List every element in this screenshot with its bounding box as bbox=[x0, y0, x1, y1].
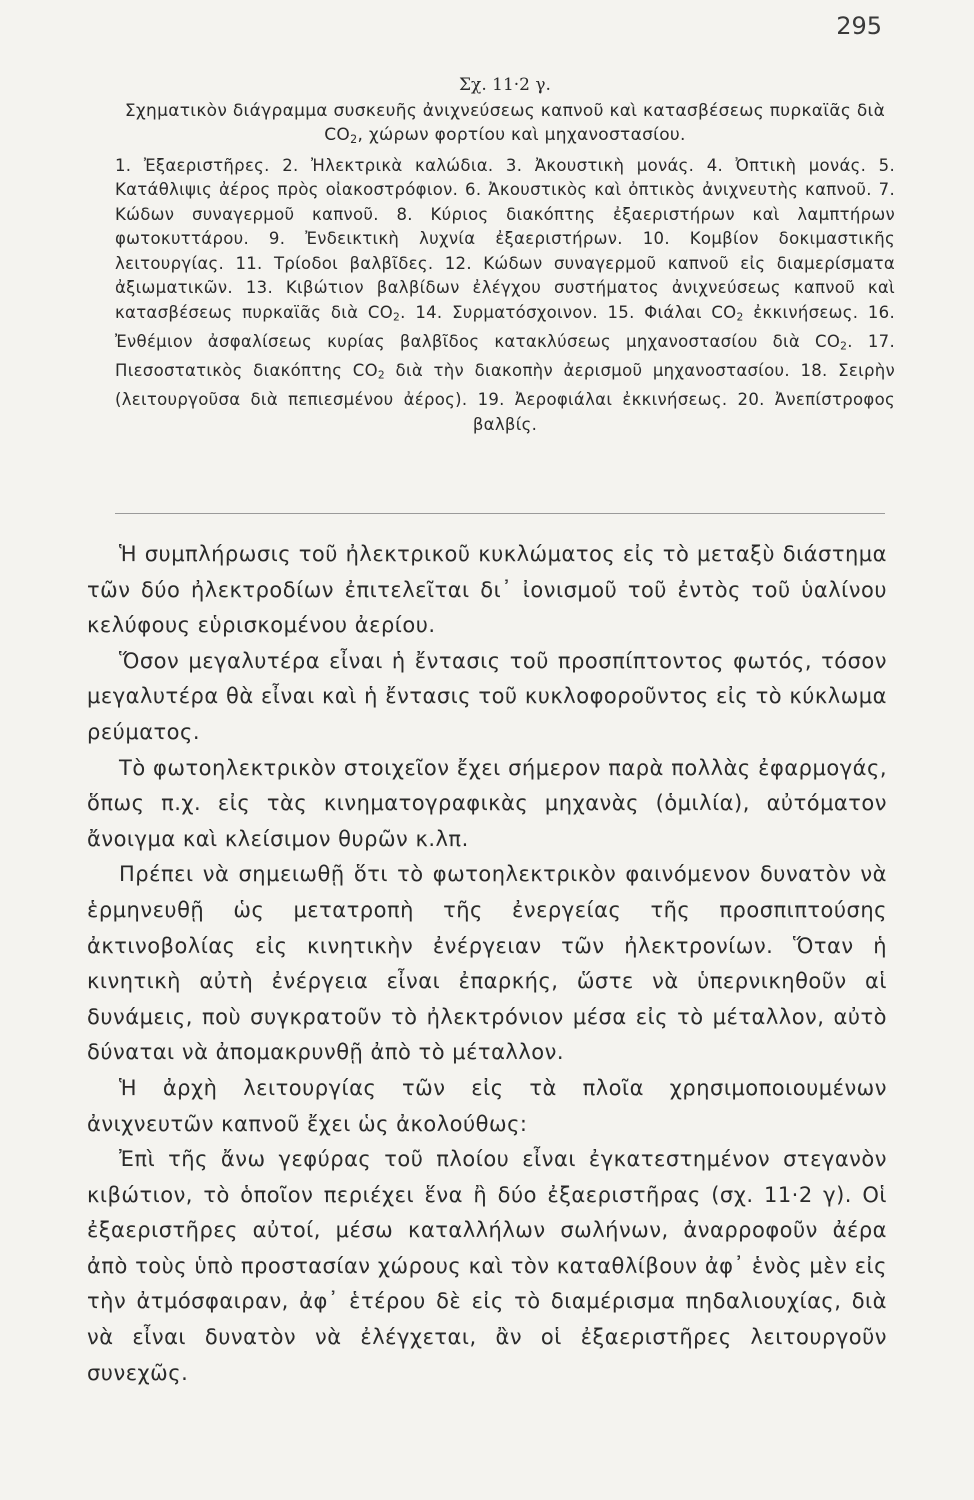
subscript: 2 bbox=[393, 310, 401, 324]
paragraph: Ἡ ἀρχὴ λειτουργίας τῶν εἰς τὰ πλοῖα χρησιμοποιουμένων ἀνιχνευτῶν καπνοῦ ἔχει ὡς ἀκολούθως: bbox=[87, 1075, 887, 1136]
divider-rule bbox=[115, 513, 885, 514]
paragraph: Τὸ φωτοηλεκτρικὸν στοιχεῖον ἔχει σήμερον παρὰ πολλὰς ἐφαρμογάς, ὅπως π.χ. εἰς τὰς κινηματογραφικὰς μηχανὰς (ὁμιλία), αὐτόματον ἄνοιγμα καὶ κλείσιμον θυρῶν κ.λπ. bbox=[87, 755, 887, 851]
figure-caption bbox=[115, 75, 895, 437]
caption-title bbox=[115, 99, 895, 152]
caption-title-text: Σχηματικὸν διάγραμμα συσκευῆς ἀνιχνεύσεως καπνοῦ καὶ κατασβέσεως πυρκαϊᾶς διὰ CO bbox=[124, 101, 886, 145]
legend-text: . 14. Συρματόσχοινον. 15. Φιάλαι CO bbox=[400, 302, 737, 322]
caption-legend bbox=[115, 154, 895, 438]
paragraph: Ὅσον μεγαλυτέρα εἶναι ἡ ἔντασις τοῦ προσπίπτοντος φωτός, τόσον μεγαλυτέρα θὰ εἶναι καὶ ἡ ἔντασις τοῦ κυκλοφοροῦντος εἰς τὸ κύκλωμα ρεύματος. bbox=[87, 648, 887, 744]
legend-text: 1. Ἐξαεριστῆρες. 2. Ἠλεκτρικὰ καλώδια. 3. Ἀκουστικὴ μονάς. 4. Ὀπτικὴ μονάς. 5. Κατάθλιψις ἀέρος πρὸς οἰακοστρόφιον. 6. Ἀκουστικὸς καὶ ὀπτικὸς ἀνιχνευτὴς καπνοῦ. 7. Κώδων συναγερμοῦ καπνοῦ. 8. Κύριος διακόπτης ἐξαεριστήρων καὶ λαμπτήρων φωτοκυττάρου. 9. Ἐνδεικτικὴ λυχνία ἐξαεριστήρων. 10. Κομβίον δοκιμαστικῆς λειτουργίας. 11. Τρίοδοι βαλβῖδες. 12. Κώδων συναγερμοῦ καπνοῦ εἰς διαμερίσματα ἀξιωματικῶν. 13. Κιβώτιον βαλβίδων ἐλέγχου συστήματος ἀνιχνεύσεως καπνοῦ καὶ κατασβέσεως πυρκαϊᾶς διὰ CO bbox=[115, 155, 895, 322]
subscript: 2 bbox=[350, 132, 358, 146]
subscript: 2 bbox=[377, 368, 386, 382]
legend-text: ἐκκινήσεως. 16. Ἐνθέμιον ἀσφαλίσεως κυρίας βαλβῖδος κατακλύσεως μηχανοστασίου διὰ CO bbox=[115, 302, 896, 351]
page-number: 295 bbox=[836, 12, 882, 40]
body-text bbox=[87, 537, 887, 1391]
subscript: 2 bbox=[736, 310, 744, 324]
caption-title-text: , χώρων φορτίου καὶ μηχανοστασίου. bbox=[357, 125, 686, 145]
paragraph: Ἐπὶ τῆς ἄνω γεφύρας τοῦ πλοίου εἶναι ἐγκατεστημένον στεγανὸν κιβώτιον, τὸ ὁποῖον περιέχει ἕνα ἢ δύο ἐξαεριστῆρας (σχ. 11·2 γ). Οἱ ἐξαεριστῆρες αὐτοί, μέσω καταλλήλων σωλήνων, ἀναρροφοῦν ἀέρα ἀπὸ τοὺς ὑπὸ προστασίαν χώρους καὶ τὸν καταθλίβουν ἀφ᾽ ἑνὸς μὲν εἰς τὴν ἀτμόσφαιραν, ἀφ᾽ ἑτέρου δὲ εἰς τὸ διαμέρισμα πηδαλιουχίας, διὰ νὰ εἶναι δυνατὸν νὰ ἐλέγχεται, ἂν οἱ ἐξαεριστῆρες λειτουργοῦν συνεχῶς. bbox=[87, 1147, 887, 1385]
legend-text: . 17. Πιεσοστατικὸς διακόπτης CO bbox=[115, 331, 895, 381]
paragraph: Ἡ συμπλήρωσις τοῦ ἠλεκτρικοῦ κυκλώματος εἰς τὸ μεταξὺ διάστημα τῶν δύο ἠλεκτροδίων ἐπιτελεῖται δι᾽ ἰονισμοῦ τοῦ ἐντὸς τοῦ ὑαλίνου κελύφους εὑρισκομένου ἀερίου. bbox=[87, 542, 887, 638]
paragraph: Πρέπει νὰ σημειωθῇ ὅτι τὸ φωτοηλεκτρικὸν φαινόμενον δυνατὸν νὰ ἑρμηνευθῇ ὡς μετατροπὴ τῆς ἐνεργείας τῆς προσπιπτούσης ἀκτινοβολίας εἰς κινητικὴν ἐνέργειαν τῶν ἠλεκτρονίων. Ὅταν ἡ κινητικὴ αὐτὴ ἐνέργεια εἶναι ἐπαρκής, ὥστε νὰ ὑπερνικηθοῦν αἱ δυνάμεις, ποὺ συγκρατοῦν τὸ ἠλεκτρόνιον μέσα εἰς τὸ μέταλλον, αὐτὸ δύναται νὰ ἀπομακρυνθῇ ἀπὸ τὸ μέταλλον. bbox=[87, 862, 887, 1065]
legend-text: διὰ τὴν διακοπὴν ἀερισμοῦ μηχανοστασίου. 18. Σειρὴν (λειτουργοῦσα διὰ πεπιεσμένου ἀέρος). 19. Ἀεροφιάλαι ἐκκινήσεως. 20. Ἀνεπίστροφος βαλβίς. bbox=[115, 361, 896, 434]
subscript: 2 bbox=[840, 339, 848, 353]
figure-label: Σχ. 11·2 γ. bbox=[459, 75, 551, 95]
